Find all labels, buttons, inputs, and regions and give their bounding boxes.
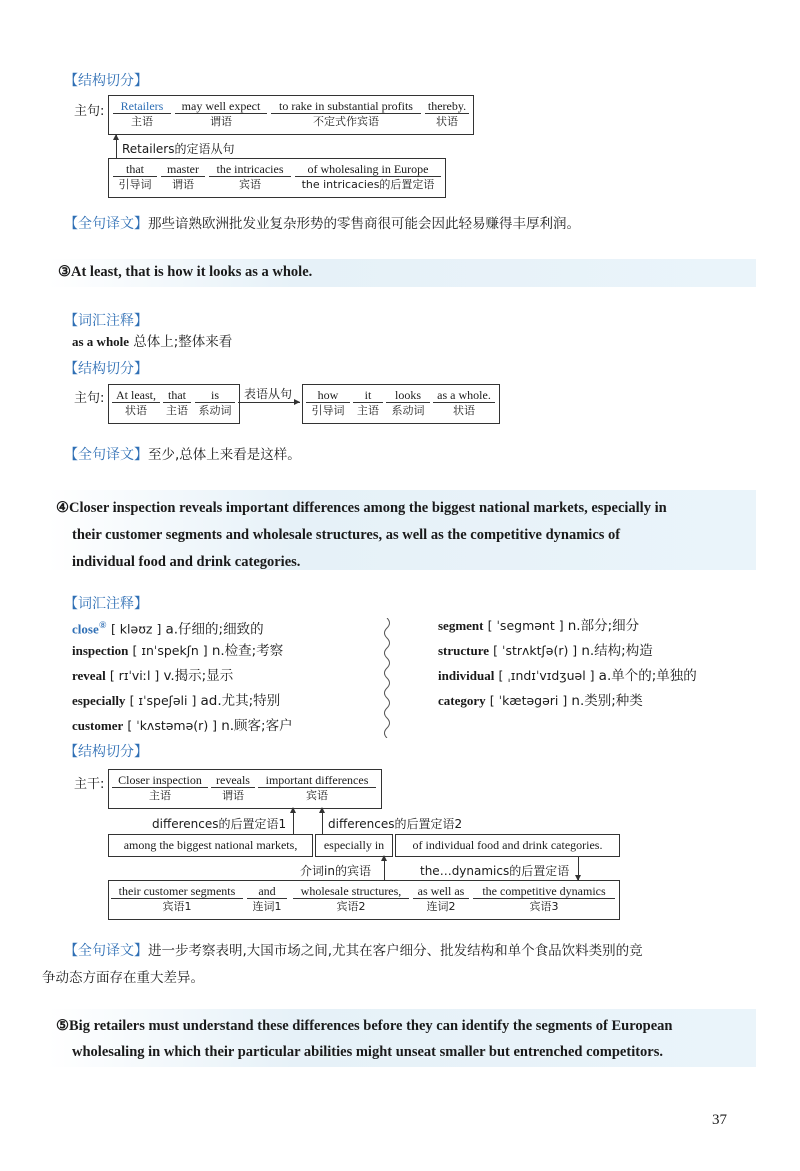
- translation-label-3: 【全句译文】: [64, 447, 148, 463]
- note-prep-object: 介词in的宾语: [300, 864, 371, 878]
- translation-text-4-line-1: 进一步考察表明,大国市场之间,尤其在客户细分、批发结构和单个食品饮料类别的竞: [148, 943, 643, 959]
- structure-label-1: 【结构切分】: [64, 73, 148, 89]
- arrow-note-2: [322, 808, 323, 834]
- vocab-list-right: [438, 618, 697, 718]
- bottom-cell-conj-1: and 连词1: [247, 884, 287, 914]
- left-cell-adverbial: At least, 状语: [112, 388, 160, 418]
- arrow-note-4: [578, 856, 579, 880]
- main-trunk-box: [108, 769, 382, 809]
- wavy-divider: [380, 618, 394, 738]
- sentence-4-line-2: their customer segments and wholesale structures, as well as the competitive dynamics of: [72, 527, 621, 543]
- sub-cell-attributive: of wholesaling in Europe the intricacies的后置定语: [295, 162, 441, 192]
- arrow-note-1: [293, 808, 294, 834]
- right-clause-box-3: [302, 384, 500, 424]
- clause-label: Retailers的定语从句: [122, 142, 235, 156]
- bottom-cell-object-2: wholesale structures, 宾语2: [293, 884, 409, 914]
- note-attributive-2: differences的后置定语2: [328, 817, 463, 831]
- left-clause-box-3: [108, 384, 240, 424]
- left-cell-subject: that 主语: [163, 388, 191, 418]
- sub-cell-predicate: master 谓语: [161, 162, 205, 192]
- row2-box-of: [395, 834, 620, 857]
- translation-text-4-line-2: 争动态方面存在重大差异。: [42, 970, 204, 986]
- main-cell-adverbial: thereby. 状语: [425, 99, 469, 129]
- translation-label-2: 【全句译文】: [64, 216, 148, 232]
- bottom-cell-conj-2: as well as 连词2: [413, 884, 469, 914]
- vocab-item: inspection [ ɪnˈspekʃn ] n.检查;考察: [72, 643, 284, 659]
- vocab-label-3: 【词汇注释】: [64, 313, 148, 329]
- sentence-4-line-3: individual food and drink categories.: [72, 554, 301, 570]
- trunk-cell-object: important differences 宾语: [258, 773, 376, 803]
- main-cell-subject: Retailers 主语: [113, 99, 171, 129]
- translation-4: [42, 937, 643, 991]
- note-dynamics-attributive: the…dynamics的后置定语: [420, 864, 570, 878]
- vocab-label-4: 【词汇注释】: [64, 596, 148, 612]
- clause-arrow: [116, 135, 117, 159]
- left-cell-copula: is 系动词: [195, 388, 235, 418]
- relative-clause-box: [108, 158, 446, 198]
- main-cell-predicate: may well expect 谓语: [175, 99, 267, 129]
- bottom-cell-object-1: their customer segments 宾语1: [111, 884, 243, 914]
- bottom-box: [108, 880, 620, 920]
- main-clause-prefix: 主句:: [74, 104, 105, 119]
- vocab-item: reveal [ rɪˈviːl ] v.揭示;显示: [72, 668, 234, 684]
- main-clause-prefix-3: 主句:: [74, 391, 105, 406]
- row2-box-among: [108, 834, 313, 857]
- link-line-3: [238, 402, 300, 403]
- vocab-item: category [ ˈkætəgəri ] n.类别;种类: [438, 693, 643, 709]
- row2-text-especially: especially in: [323, 838, 385, 852]
- structure-label-4: 【结构切分】: [64, 744, 148, 760]
- link-label-3: 表语从句: [244, 387, 293, 401]
- vocab-item: segment [ ˈsegmənt ] n.部分;细分: [438, 618, 640, 634]
- sentence-5-line-2: wholesaling in which their particular abilities might unseat smaller but entrenched competitors.: [72, 1044, 664, 1060]
- link-arrow-3: [294, 399, 300, 405]
- translation-3: [64, 443, 301, 464]
- sub-cell-intro: that 引导词: [113, 162, 157, 192]
- sentence-5: [56, 1013, 672, 1065]
- note-attributive-1: differences的后置定语1: [152, 817, 287, 831]
- right-cell-copula: looks 系动词: [386, 388, 430, 418]
- vocab-item: structure [ ˈstrʌktʃə(r) ] n.结构;构造: [438, 643, 653, 659]
- sentence-5-line-1: ⑤Big retailers must understand these differences before they can identify the segments of European: [56, 1018, 673, 1034]
- arrow-note-3: [384, 856, 385, 880]
- page-number: 37: [712, 1112, 727, 1128]
- row2-text-of: of individual food and drink categories.: [412, 838, 603, 852]
- right-cell-subject: it 主语: [353, 388, 383, 418]
- main-cell-object: to rake in substantial profits 不定式作宾语: [271, 99, 421, 129]
- bottom-cell-object-3: the competitive dynamics 宾语3: [473, 884, 615, 914]
- sentence-4-line-1: ④Closer inspection reveals important differences among the biggest national markets, especially in: [56, 500, 667, 516]
- vocab-item-3: as a whole 总体上;整体来看: [72, 334, 233, 350]
- translation-text-3: 至少,总体上来看是这样。: [148, 447, 301, 463]
- row2-text-among: among the biggest national markets,: [123, 838, 298, 852]
- main-trunk-prefix: 主干:: [74, 777, 105, 792]
- vocab-item: customer [ ˈkʌstəmə(r) ] n.顾客;客户: [72, 718, 293, 734]
- main-clause-box: [108, 95, 474, 135]
- trunk-cell-predicate: reveals 谓语: [211, 773, 255, 803]
- row2-box-especially: [315, 834, 393, 857]
- vocab-list-left: [72, 618, 293, 743]
- sentence-3: ③At least, that is how it looks as a whole.: [58, 264, 313, 280]
- translation-2: [64, 212, 580, 233]
- sub-cell-object: the intricacies 宾语: [209, 162, 291, 192]
- vocab-item: especially [ ɪˈspeʃəli ] ad.尤其;特别: [72, 693, 281, 709]
- translation-label-4: 【全句译文】: [64, 943, 148, 959]
- structure-label-3: 【结构切分】: [64, 361, 148, 377]
- vocab-item: close⑧ [ kləʊz ] a.仔细的;细致的: [72, 621, 264, 638]
- right-cell-intro: how 引导词: [306, 388, 350, 418]
- trunk-cell-subject: Closer inspection 主语: [112, 773, 208, 803]
- vocab-item: individual [ ˌɪndɪˈvɪdʒuəl ] a.单个的;单独的: [438, 668, 697, 684]
- translation-text-2: 那些谙熟欧洲批发业复杂形势的零售商很可能会因此轻易赚得丰厚利润。: [148, 216, 580, 232]
- sentence-4: [56, 495, 667, 576]
- right-cell-adverbial: as a whole. 状语: [433, 388, 495, 418]
